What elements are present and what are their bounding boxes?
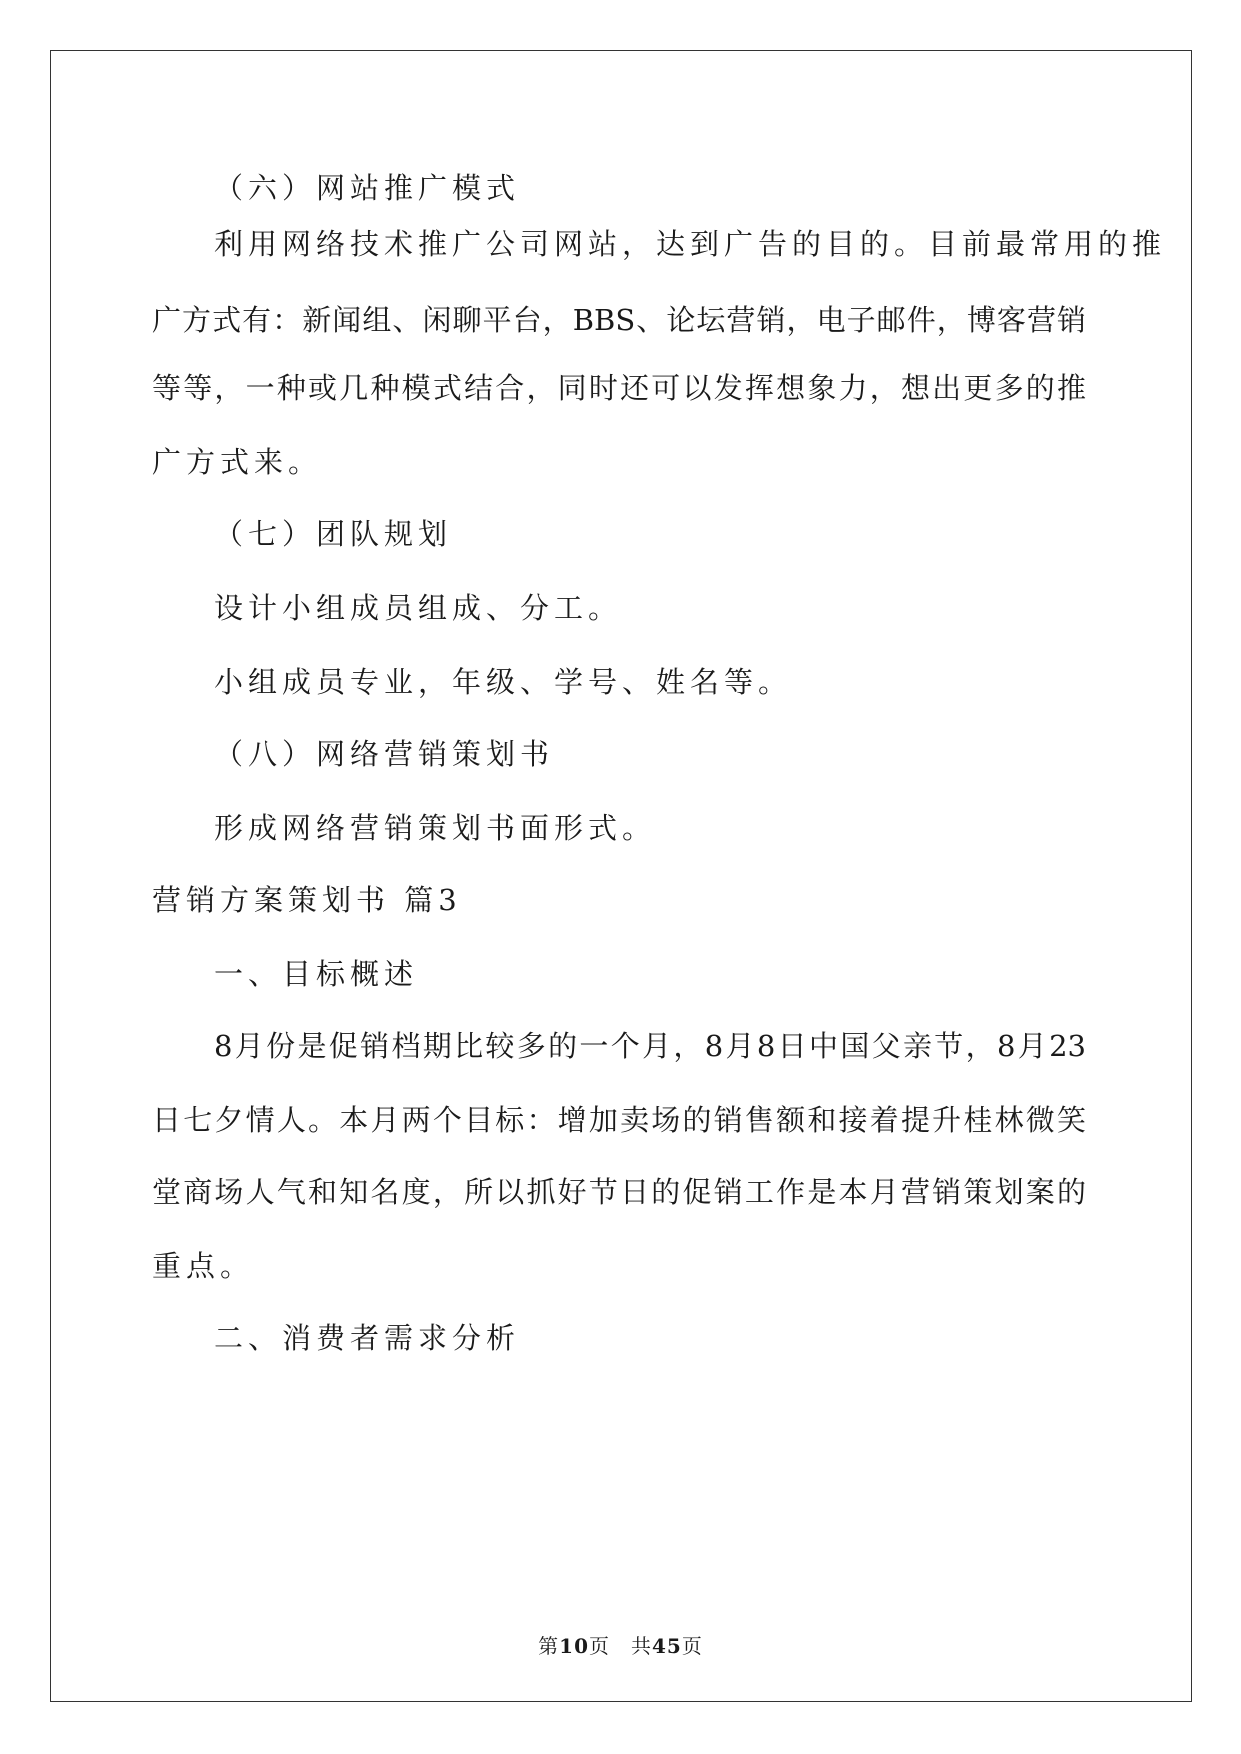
- part-2-heading: 二、消费者需求分析: [214, 1321, 521, 1355]
- section-6-para-line-4: 广方式来。: [152, 445, 323, 479]
- page-footer: [0, 1632, 1241, 1660]
- part-1-para-line-4: 重点。: [152, 1249, 255, 1283]
- part-1-para-line-1: 8月份是促销档期比较多的一个月，8月8日中国父亲节，8月23: [214, 1029, 1086, 1063]
- footer-total-pages: 45: [652, 1634, 682, 1658]
- footer-middle: 页 共: [589, 1634, 652, 1658]
- section-6-para-line-3: 等等，一种或几种模式结合，同时还可以发挥想象力，想出更多的推: [152, 371, 1086, 405]
- footer-prefix: 第: [538, 1634, 560, 1658]
- section-8-heading: （八）网络营销策划书: [214, 737, 555, 771]
- article-title: 营销方案策划书 篇3: [152, 883, 462, 917]
- section-6-para-line-2: 广方式有：新闻组、闲聊平台，BBS、论坛营销，电子邮件，博客营销: [152, 303, 1086, 337]
- part-1-heading: 一、目标概述: [214, 957, 419, 991]
- footer-current-page: 10: [559, 1634, 589, 1658]
- section-7-line-1: 设计小组成员组成、分工。: [214, 591, 623, 625]
- part-1-para-line-3: 堂商场人气和知名度，所以抓好节日的促销工作是本月营销策划案的: [152, 1175, 1086, 1209]
- section-6-heading: （六）网站推广模式: [214, 171, 521, 205]
- page-border: [50, 50, 1192, 1702]
- section-6-para-line-1: 利用网络技术推广公司网站，达到广告的目的。目前最常用的推: [214, 227, 1167, 261]
- section-8-line-1: 形成网络营销策划书面形式。: [214, 811, 657, 845]
- part-1-para-line-2: 日七夕情人。本月两个目标：增加卖场的销售额和接着提升桂林微笑: [152, 1103, 1086, 1137]
- footer-suffix: 页: [681, 1634, 703, 1658]
- section-7-heading: （七）团队规划: [214, 517, 453, 551]
- section-7-line-2: 小组成员专业，年级、学号、姓名等。: [214, 665, 793, 699]
